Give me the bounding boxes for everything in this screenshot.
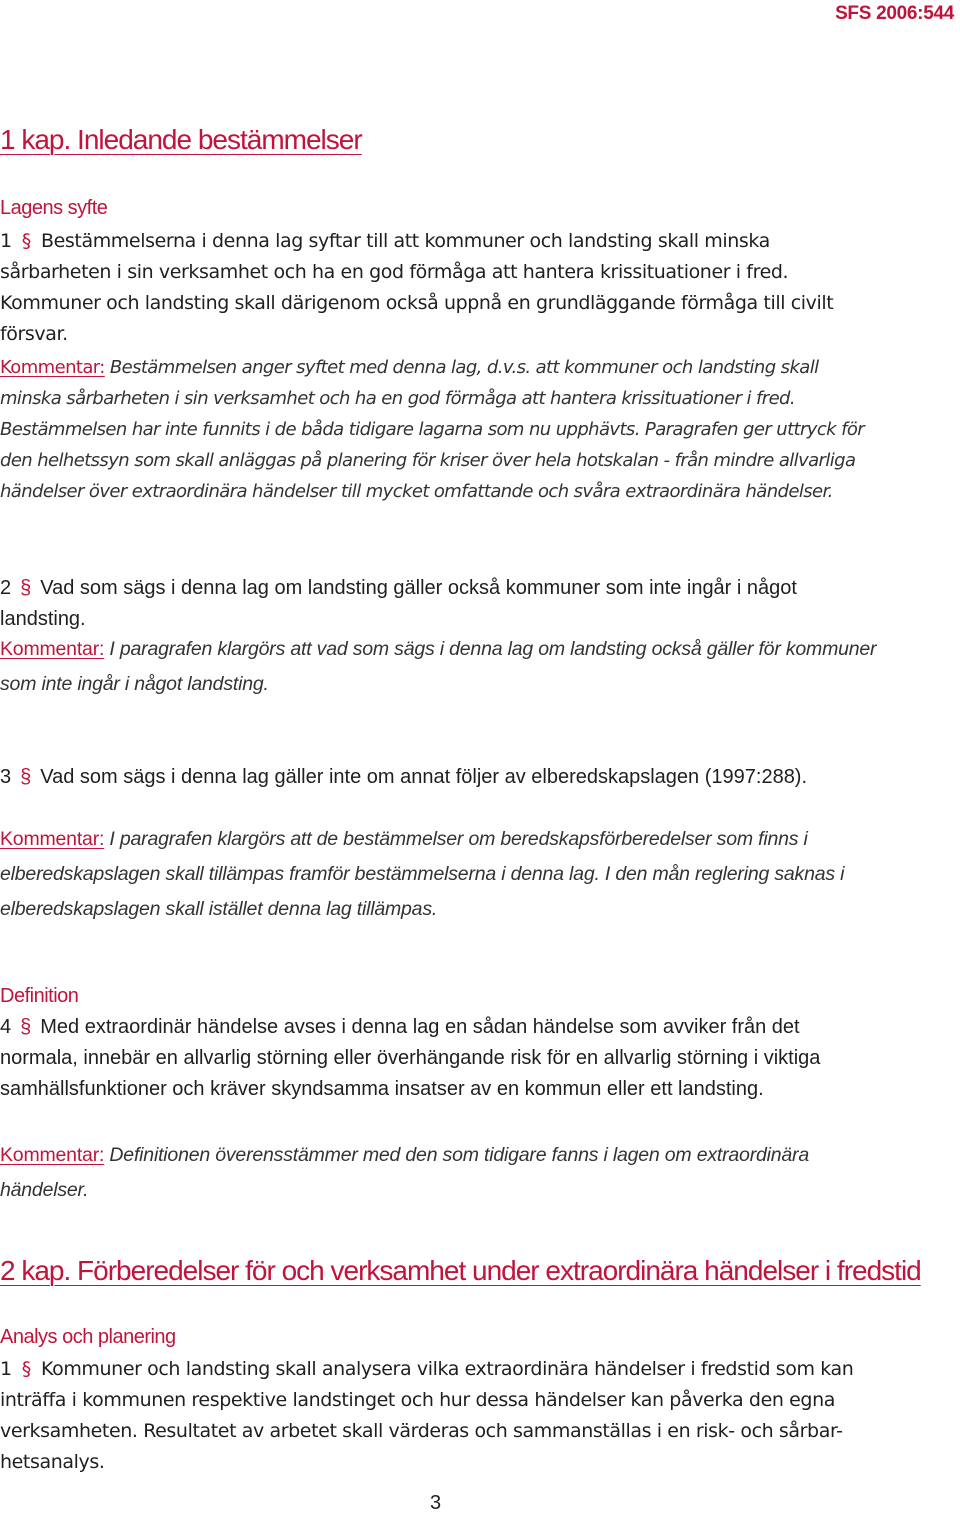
heading-lagens-syfte: Lagens syfte (0, 197, 108, 219)
paragraph-number: 2 (0, 577, 12, 599)
heading-definition: Definition (0, 985, 79, 1007)
chapter-2-title: 2 kap. Förberedelser för och verksamhet under extraordinära händelser i fredstid (0, 1255, 921, 1286)
paragraph-text: Vad som sägs i denna lag om landsting gäller också kommuner som inte ingår i något landsting. (0, 577, 797, 630)
paragraph-number: 4 (0, 1016, 12, 1038)
comment-text: Definitionen överensstämmer med den som tidigare fanns i lagen om extraordinära händelser. (0, 1144, 809, 1201)
paragraph-number: 1 (0, 230, 12, 252)
comment-2 (0, 632, 880, 702)
section-sign: § (21, 1358, 31, 1380)
comment-1 (0, 352, 880, 507)
heading-analys-och-planering: Analys och planering (0, 1326, 176, 1348)
comment-3 (0, 822, 880, 927)
paragraph-number: 3 (0, 766, 12, 788)
chapter-2-paragraph-1 (0, 1354, 870, 1478)
comment-4 (0, 1138, 880, 1208)
paragraph-text: Bestämmelserna i denna lag syftar till att kommuner och landsting skall minska sårbarheten i sin verksamhet och ha en god förmåga att hantera krissituationer i fred. Kommuner och landsting skall därigenom också uppnå en grundläggande förmåga till civilt försvar. (0, 230, 834, 345)
section-sign: § (20, 766, 32, 788)
paragraph-text: Kommuner och landsting skall analysera vilka extraordinära händelser i fredstid som kan inträffa i kommunen respektive landstinget och hur dessa händelser kan påverka den egna verksamheten. Resultatet av arbetet skall värderas och sammanställas i en risk- och sårbar-hetsanalys. (0, 1358, 854, 1473)
comment-label: Kommentar: (0, 1144, 105, 1166)
section-sign: § (20, 577, 32, 599)
comment-text: Bestämmelsen anger syftet med denna lag, d.v.s. att kommuner och landsting skall minska sårbarheten i sin verksamhet och ha en god förmåga att hantera krissituationer i fred. Bestämmelsen har inte funnits i de båda tidigare lagarna som nu upphävts. Paragrafen ger uttryck för den helhetssyn som skall anläggas på planering för kriser över hela hotskalan - från mindre allvarliga händelser över extraordinära händelser till mycket omfattande och svåra extraordinära händelser. (0, 357, 865, 502)
paragraph-number: 1 (0, 1358, 12, 1380)
paragraph-text: Med extraordinär händelse avses i denna lag en sådan händelse som avviker från det normala, innebär en allvarlig störning eller överhängande risk för en allvarlig störning i viktiga samhällsfunktioner och kräver skyndsamma insatser av en kommun eller ett landsting. (0, 1016, 821, 1100)
paragraph-4 (0, 1012, 870, 1105)
paragraph-2 (0, 573, 870, 635)
section-sign: § (21, 230, 31, 252)
comment-text: I paragrafen klargörs att vad som sägs i denna lag om landsting också gäller för kommuner som inte ingår i något landsting. (0, 638, 877, 695)
comment-label: Kommentar: (0, 828, 105, 850)
comment-label: Kommentar: (0, 357, 105, 378)
section-sign: § (20, 1016, 32, 1038)
sfs-reference: SFS 2006:544 (835, 3, 954, 24)
page-number: 3 (430, 1492, 442, 1514)
paragraph-3 (0, 762, 870, 793)
paragraph-text: Vad som sägs i denna lag gäller inte om annat följer av elberedskapslagen (1997:288). (40, 766, 808, 788)
comment-label: Kommentar: (0, 638, 105, 660)
comment-text: I paragrafen klargörs att de bestämmelser om beredskapsförberedelser som finns i elberedskapslagen skall tillämpas framför bestämmelserna i denna lag. I den mån reglering saknas i elberedskapslagen skall istället denna lag tillämpas. (0, 828, 845, 920)
paragraph-1 (0, 226, 870, 350)
chapter-1-title: 1 kap. Inledande bestämmelser (0, 124, 362, 155)
